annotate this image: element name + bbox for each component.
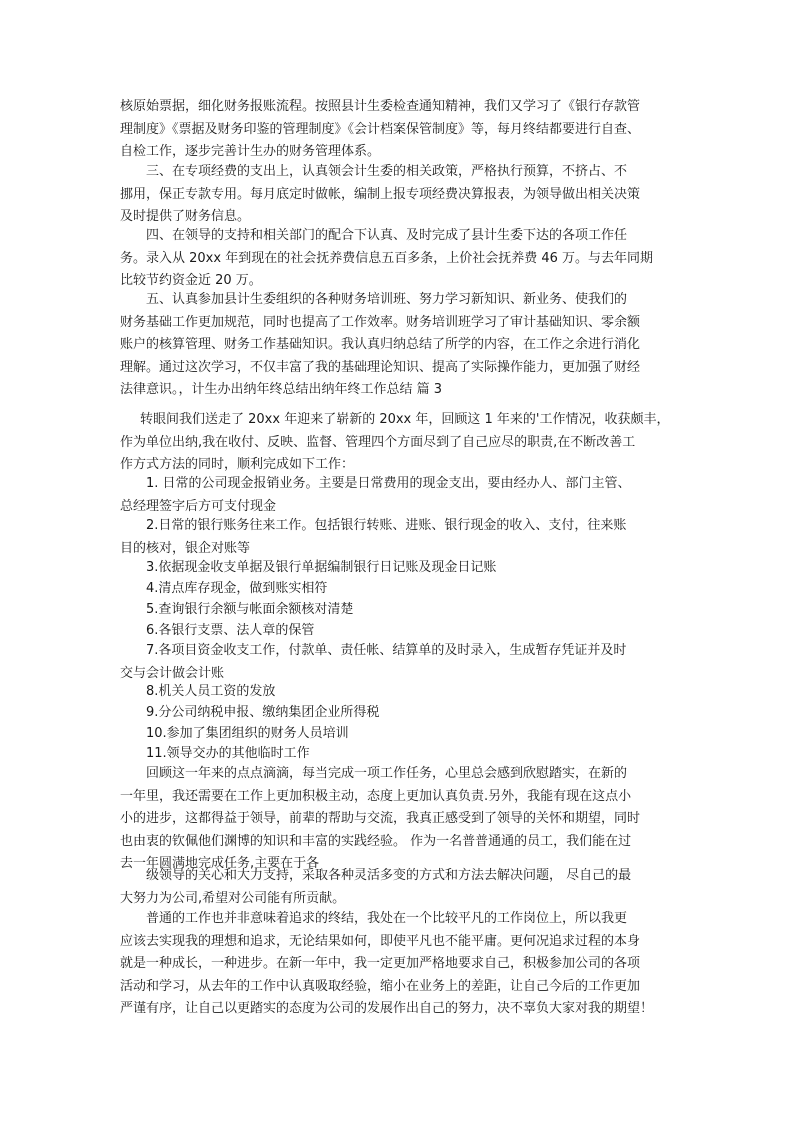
list-item: [120, 515, 680, 560]
text-line: 8.机关人员工资的发放: [146, 684, 276, 699]
text-line: 账户的核算管理、财务工作基础知识。我认真归纳总结了所学的内容，在工作之余进行消化: [120, 337, 641, 352]
text-line: 2.日常的银行账务往来工作。包括银行转账、进账、银行现金的收入、支付，往来账: [146, 518, 627, 533]
text-line: 普通的工作也并非意味着追求的终结，我处在一个比较平凡的工作岗位上，所以我更: [146, 911, 628, 926]
list-item: [120, 681, 680, 704]
text-line: 4.清点库存现金，做到账实相符: [146, 581, 328, 596]
list-item: [120, 599, 680, 622]
paragraph: [120, 409, 680, 477]
text-line: 目的核对，银企对账等: [120, 540, 251, 556]
text-line: 总经理签字后方可支付现金: [120, 498, 277, 514]
paragraph: [120, 225, 680, 293]
text-line: 就是一种成长，一种进步。在新一年中，我一定更加严格地要求自己，积极参加公司的各项: [120, 956, 641, 971]
text-line: 理解。通过这次学习，不仅丰富了我的基础理论知识、提高了实际操作能力，更加强了财经: [120, 359, 641, 375]
text-line: 去一年圆满地完成任务,主要在于各: [120, 856, 320, 871]
text-line: 理制度》《票据及财务印鉴的管理制度》《会计档案保管制度》等，每月终结都要进行自查、: [120, 121, 641, 137]
text-line: 级领导的关心和大力支持，采取各种灵活多变的方式和方法去解决问题， 尽自己的最: [146, 868, 632, 883]
text-line: 三、在专项经费的支出上，认真领会计生委的相关政策，严格执行预算，不挤占、不: [146, 164, 628, 179]
paragraph: [120, 908, 680, 1021]
text-line: 财务基础工作更加规范，同时也提高了工作效率。财务培训班学习了审计基础知识、零余额: [120, 314, 641, 330]
text-line: 四、在领导的支持和相关部门的配合下认真、及时完成了县计生委下达的各项工作任: [146, 228, 628, 243]
text-line: 作为单位出纳,我在收付、反映、监督、管理四个方面尽到了自己应尽的职责,在不断改善工: [120, 434, 636, 450]
list-item: [120, 473, 680, 518]
paragraph: [120, 763, 680, 876]
text-line: 比较节约资金近 20 万。: [120, 273, 262, 288]
paragraph: [120, 96, 680, 164]
text-line: 7.各项目资金收支工作，付款单、责任帐、结算单的及时录入，生成暂存凭证并及时: [146, 643, 627, 658]
text-line: 活动和学习，从去年的工作中认真吸取经验，缩小在业务上的差距，让自己今后的工作更加: [120, 978, 641, 994]
text-line: 挪用，保正专款专用。每月底定时做帐，编制上报专项经费决算报表，为领导做出相关决策: [120, 186, 641, 202]
text-line: 交与会计做会计账: [120, 665, 225, 681]
text-line: 10.参加了集团组织的财务人员培训: [146, 726, 349, 741]
text-line: 自检工作，逐步完善计生办的财务管理体系。: [120, 144, 381, 159]
text-line: 法律意识。，计生办出纳年终总结出纳年终工作总结 篇 3: [120, 382, 443, 397]
text-line: 9.分公司纳税申报、缴纳集团企业所得税: [146, 705, 380, 720]
text-line: 1. 日常的公司现金报销业务。主要是日常费用的现金支出，要由经办人、部门主管、: [146, 476, 631, 491]
text-line: 3.依据现金收支单据及银行单据编制银行日记账及现金日记账: [146, 560, 497, 575]
list-item: [120, 640, 680, 685]
text-line: 务。录入从 20xx 年到现在的社会抚养费信息五百多条，上价社会抚养费 46 万。与去年同期: [120, 250, 654, 266]
list-item: [120, 557, 680, 580]
list-item: [120, 578, 680, 601]
paragraph: [120, 289, 680, 402]
paragraph: [120, 161, 680, 229]
text-line: 转眼间我们送走了 20xx 年迎来了崭新的 20xx 年，回顾这 1 年来的'工作情况，收获颇丰，: [140, 412, 670, 427]
list-item: [120, 702, 680, 725]
text-line: 及时提供了财务信息。: [120, 209, 251, 224]
text-line: 应该去实现我的理想和追求，无论结果如何，即使平凡也不能平庸。更何况追求过程的本身: [120, 933, 641, 949]
text-line: 一年里，我还需要在工作上更加积极主动，态度上更加认真负责.另外，我能有现在这点小: [120, 788, 632, 804]
text-line: 5.查询银行余额与帐面余额核对清楚: [146, 602, 354, 617]
text-line: 也由衷的钦佩他们渊博的知识和丰富的实践经验。 作为一名普普通通的员工，我们能在过: [120, 833, 632, 849]
text-line: 小的进步，这都得益于领导，前辈的帮助与交流，我真正感受到了领导的关怀和期望，同时: [120, 811, 641, 826]
text-line: 6.各银行支票、法人章的保管: [146, 623, 315, 638]
paragraph: [120, 865, 680, 910]
text-line: 严谨有序，让自己以更踏实的态度为公司的发展作出自己的努力，决不辜负大家对我的期望！: [120, 1001, 654, 1016]
text-line: 大努力为公司,希望对公司能有所贡献。: [120, 890, 346, 906]
text-line: 回顾这一年来的点点滴滴，每当完成一项工作任务，心里总会感到欣慰踏实，在新的: [146, 766, 628, 781]
text-line: 五、认真参加县计生委组织的各种财务培训班、努力学习新知识、新业务、使我们的: [146, 292, 628, 307]
text-line: 核原始票据，细化财务报账流程。按照县计生委检查通知精神，我们又学习了《银行存款管: [120, 99, 641, 114]
text-line: 作方式方法的同时，顺利完成如下工作：: [120, 457, 355, 472]
text-line: 11.领导交办的其他临时工作: [146, 746, 310, 761]
